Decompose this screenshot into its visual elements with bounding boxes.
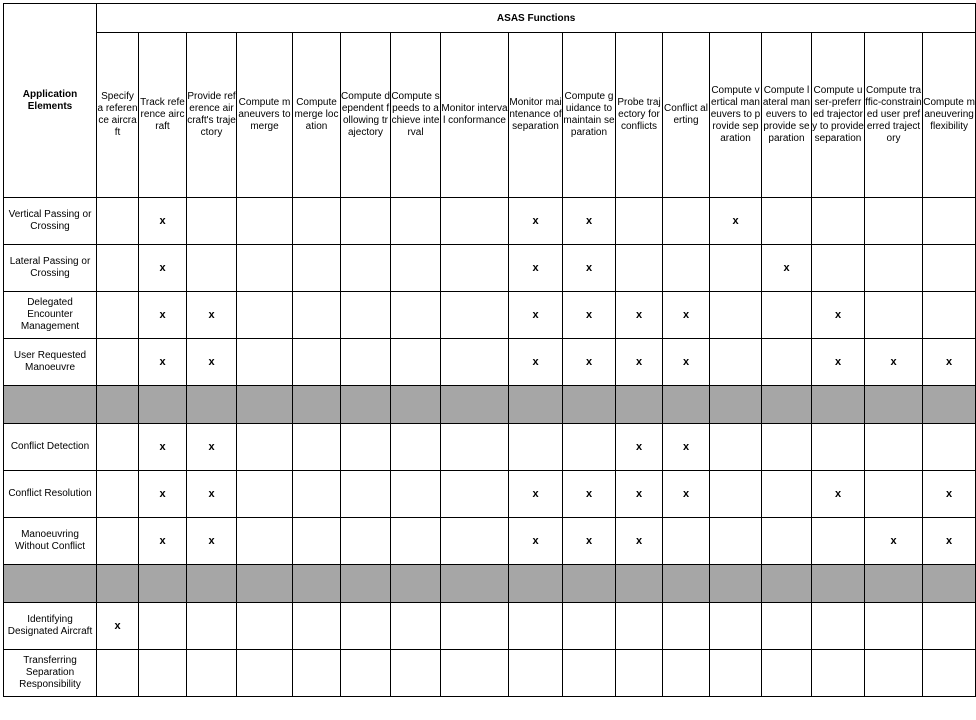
empty-cell	[341, 603, 391, 650]
empty-cell	[923, 292, 976, 339]
function-header-5: Compute merge location	[293, 33, 341, 198]
separator-cell	[97, 565, 139, 603]
row-label: Delegated Encounter Management	[4, 292, 97, 339]
function-header-12: Conflict alerting	[663, 33, 710, 198]
empty-cell	[97, 518, 139, 565]
empty-cell	[923, 198, 976, 245]
empty-cell	[563, 424, 616, 471]
empty-cell	[923, 603, 976, 650]
empty-cell	[391, 471, 441, 518]
separator-cell	[923, 565, 976, 603]
empty-cell	[923, 424, 976, 471]
separator-cell	[865, 565, 923, 603]
empty-cell	[391, 339, 441, 386]
application-elements-header: Application Elements	[4, 4, 97, 198]
empty-cell	[812, 424, 865, 471]
empty-cell	[865, 245, 923, 292]
empty-cell	[812, 518, 865, 565]
empty-cell	[293, 603, 341, 650]
function-header-8: Monitor interval conformance	[441, 33, 509, 198]
empty-cell	[441, 603, 509, 650]
empty-cell	[812, 245, 865, 292]
function-header-4: Compute maneuvers to merge	[237, 33, 293, 198]
empty-cell	[187, 198, 237, 245]
empty-cell	[391, 650, 441, 697]
separator-cell	[187, 386, 237, 424]
empty-cell	[812, 650, 865, 697]
empty-cell	[187, 603, 237, 650]
separator-cell	[563, 565, 616, 603]
function-header-1: Specify a reference aircraft	[97, 33, 139, 198]
empty-cell	[616, 198, 663, 245]
empty-cell	[923, 245, 976, 292]
empty-cell	[237, 518, 293, 565]
separator-cell	[139, 565, 187, 603]
mark-cell: x	[139, 424, 187, 471]
empty-cell	[341, 292, 391, 339]
mark-cell: x	[865, 518, 923, 565]
mark-cell: x	[563, 245, 616, 292]
empty-cell	[616, 603, 663, 650]
separator-cell	[663, 386, 710, 424]
separator-cell	[563, 386, 616, 424]
separator-cell	[710, 386, 762, 424]
separator-cell	[293, 565, 341, 603]
separator-cell	[341, 565, 391, 603]
table-row	[4, 424, 976, 471]
mark-cell: x	[509, 339, 563, 386]
mark-cell: x	[139, 518, 187, 565]
empty-cell	[710, 292, 762, 339]
separator-cell	[237, 386, 293, 424]
mark-cell: x	[509, 518, 563, 565]
table-row	[4, 603, 976, 650]
empty-cell	[97, 471, 139, 518]
separator-cell	[4, 565, 97, 603]
empty-cell	[391, 292, 441, 339]
empty-cell	[293, 471, 341, 518]
empty-cell	[187, 245, 237, 292]
mark-cell: x	[139, 339, 187, 386]
empty-cell	[237, 292, 293, 339]
function-header-2: Track reference aircraft	[139, 33, 187, 198]
separator-cell	[187, 565, 237, 603]
mark-cell: x	[616, 292, 663, 339]
empty-cell	[391, 518, 441, 565]
mark-cell: x	[139, 471, 187, 518]
empty-cell	[865, 471, 923, 518]
mark-cell: x	[509, 292, 563, 339]
separator-cell	[391, 386, 441, 424]
mark-cell: x	[187, 471, 237, 518]
table-row	[4, 198, 976, 245]
separator-cell	[616, 565, 663, 603]
empty-cell	[923, 650, 976, 697]
table-row	[4, 245, 976, 292]
empty-cell	[710, 518, 762, 565]
separator-cell	[509, 565, 563, 603]
empty-cell	[237, 245, 293, 292]
mark-cell: x	[187, 424, 237, 471]
empty-cell	[237, 339, 293, 386]
empty-cell	[563, 650, 616, 697]
empty-cell	[341, 650, 391, 697]
empty-cell	[187, 650, 237, 697]
function-header-17: Compute maneuvering flexibility	[923, 33, 976, 198]
function-header-9: Monitor maintenance of separation	[509, 33, 563, 198]
mark-cell: x	[663, 471, 710, 518]
empty-cell	[97, 650, 139, 697]
empty-cell	[441, 650, 509, 697]
empty-cell	[293, 650, 341, 697]
mark-cell: x	[563, 198, 616, 245]
separator-cell	[341, 386, 391, 424]
section-separator-row	[4, 565, 976, 603]
separator-cell	[762, 565, 812, 603]
separator-cell	[812, 565, 865, 603]
table-row	[4, 471, 976, 518]
empty-cell	[237, 603, 293, 650]
function-header-row	[4, 33, 976, 198]
row-label: User Requested Manoeuvre	[4, 339, 97, 386]
empty-cell	[391, 245, 441, 292]
separator-cell	[293, 386, 341, 424]
empty-cell	[710, 650, 762, 697]
empty-cell	[663, 518, 710, 565]
mark-cell: x	[563, 339, 616, 386]
asas-function-matrix	[3, 3, 976, 697]
empty-cell	[762, 471, 812, 518]
empty-cell	[97, 245, 139, 292]
table-row	[4, 339, 976, 386]
table-row	[4, 650, 976, 697]
separator-cell	[441, 565, 509, 603]
empty-cell	[237, 198, 293, 245]
empty-cell	[762, 650, 812, 697]
row-label: Transferring Separation Responsibility	[4, 650, 97, 697]
empty-cell	[762, 198, 812, 245]
mark-cell: x	[139, 292, 187, 339]
separator-cell	[923, 386, 976, 424]
empty-cell	[391, 424, 441, 471]
empty-cell	[710, 424, 762, 471]
mark-cell: x	[616, 471, 663, 518]
mark-cell: x	[812, 292, 865, 339]
mark-cell: x	[663, 292, 710, 339]
function-header-10: Compute guidance to maintain separation	[563, 33, 616, 198]
empty-cell	[441, 471, 509, 518]
mark-cell: x	[663, 339, 710, 386]
empty-cell	[97, 339, 139, 386]
mark-cell: x	[812, 339, 865, 386]
row-label: Manoeuvring Without Conflict	[4, 518, 97, 565]
mark-cell: x	[509, 471, 563, 518]
section-separator-row	[4, 386, 976, 424]
separator-cell	[391, 565, 441, 603]
empty-cell	[509, 603, 563, 650]
separator-cell	[139, 386, 187, 424]
empty-cell	[441, 424, 509, 471]
empty-cell	[865, 603, 923, 650]
mark-cell: x	[865, 339, 923, 386]
mark-cell: x	[812, 471, 865, 518]
separator-cell	[710, 565, 762, 603]
empty-cell	[663, 245, 710, 292]
empty-cell	[391, 603, 441, 650]
empty-cell	[865, 292, 923, 339]
row-label: Lateral Passing or Crossing	[4, 245, 97, 292]
mark-cell: x	[563, 471, 616, 518]
mark-cell: x	[187, 518, 237, 565]
separator-cell	[441, 386, 509, 424]
mark-cell: x	[187, 339, 237, 386]
empty-cell	[616, 245, 663, 292]
empty-cell	[865, 424, 923, 471]
mark-cell: x	[923, 471, 976, 518]
mark-cell: x	[139, 245, 187, 292]
empty-cell	[293, 518, 341, 565]
separator-cell	[616, 386, 663, 424]
empty-cell	[441, 245, 509, 292]
empty-cell	[663, 650, 710, 697]
empty-cell	[762, 339, 812, 386]
empty-cell	[293, 292, 341, 339]
asas-functions-header: ASAS Functions	[97, 4, 976, 33]
empty-cell	[441, 518, 509, 565]
matrix-body	[4, 198, 976, 697]
empty-cell	[710, 471, 762, 518]
mark-cell: x	[563, 518, 616, 565]
empty-cell	[441, 198, 509, 245]
empty-cell	[341, 424, 391, 471]
mark-cell: x	[187, 292, 237, 339]
empty-cell	[710, 245, 762, 292]
separator-cell	[865, 386, 923, 424]
function-header-13: Compute vertical maneuvers to provide separation	[710, 33, 762, 198]
empty-cell	[293, 245, 341, 292]
empty-cell	[865, 198, 923, 245]
empty-cell	[293, 198, 341, 245]
empty-cell	[341, 339, 391, 386]
separator-cell	[509, 386, 563, 424]
function-header-15: Compute user-preferred trajectory to provide separation	[812, 33, 865, 198]
empty-cell	[509, 650, 563, 697]
empty-cell	[97, 424, 139, 471]
empty-cell	[391, 198, 441, 245]
empty-cell	[663, 198, 710, 245]
empty-cell	[441, 339, 509, 386]
empty-cell	[710, 339, 762, 386]
empty-cell	[341, 471, 391, 518]
empty-cell	[237, 424, 293, 471]
function-header-7: Compute speeds to achieve interval	[391, 33, 441, 198]
row-label: Conflict Resolution	[4, 471, 97, 518]
separator-cell	[97, 386, 139, 424]
table-row	[4, 518, 976, 565]
empty-cell	[293, 339, 341, 386]
mark-cell: x	[616, 424, 663, 471]
empty-cell	[509, 424, 563, 471]
empty-cell	[710, 603, 762, 650]
empty-cell	[812, 198, 865, 245]
empty-cell	[97, 292, 139, 339]
mark-cell: x	[509, 245, 563, 292]
mark-cell: x	[97, 603, 139, 650]
mark-cell: x	[509, 198, 563, 245]
row-label: Identifying Designated Aircraft	[4, 603, 97, 650]
function-header-14: Compute lateral maneuvers to provide separation	[762, 33, 812, 198]
mark-cell: x	[563, 292, 616, 339]
empty-cell	[341, 245, 391, 292]
mark-cell: x	[139, 198, 187, 245]
empty-cell	[293, 424, 341, 471]
function-header-16: Compute traffic-constrained user preferred trajectory	[865, 33, 923, 198]
separator-cell	[762, 386, 812, 424]
function-header-3: Provide reference aircraft's trajectory	[187, 33, 237, 198]
mark-cell: x	[762, 245, 812, 292]
empty-cell	[441, 292, 509, 339]
separator-cell	[4, 386, 97, 424]
empty-cell	[762, 424, 812, 471]
mark-cell: x	[616, 339, 663, 386]
mark-cell: x	[710, 198, 762, 245]
empty-cell	[563, 603, 616, 650]
empty-cell	[341, 198, 391, 245]
empty-cell	[762, 518, 812, 565]
mark-cell: x	[923, 518, 976, 565]
empty-cell	[762, 603, 812, 650]
table-row	[4, 292, 976, 339]
empty-cell	[762, 292, 812, 339]
empty-cell	[616, 650, 663, 697]
empty-cell	[812, 603, 865, 650]
separator-cell	[812, 386, 865, 424]
row-label: Vertical Passing or Crossing	[4, 198, 97, 245]
empty-cell	[237, 471, 293, 518]
function-header-11: Probe trajectory for conflicts	[616, 33, 663, 198]
function-header-6: Compute dependent following trajectory	[341, 33, 391, 198]
empty-cell	[865, 650, 923, 697]
separator-cell	[663, 565, 710, 603]
mark-cell: x	[616, 518, 663, 565]
mark-cell: x	[663, 424, 710, 471]
empty-cell	[341, 518, 391, 565]
row-label: Conflict Detection	[4, 424, 97, 471]
empty-cell	[139, 603, 187, 650]
empty-cell	[663, 603, 710, 650]
mark-cell: x	[923, 339, 976, 386]
empty-cell	[97, 198, 139, 245]
separator-cell	[237, 565, 293, 603]
empty-cell	[237, 650, 293, 697]
empty-cell	[139, 650, 187, 697]
